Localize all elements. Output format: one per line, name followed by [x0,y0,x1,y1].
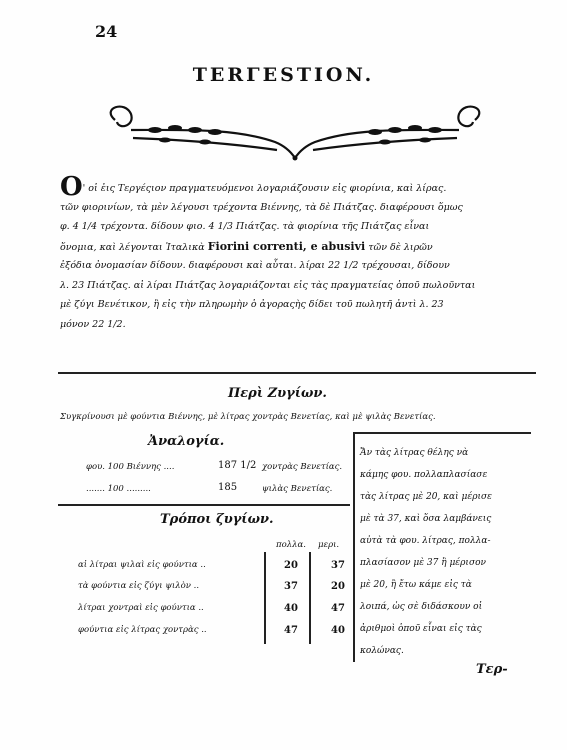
col-header-merismos: μερι. [318,540,340,550]
analogia-row-right: ψιλὰς Βενετίας. [262,484,333,494]
section-rule [58,372,536,374]
intro-paragraph [60,172,540,334]
page-title: TERΓESTION. [192,64,375,86]
ornament-icon [95,100,495,162]
table-rule [58,504,350,506]
box-border [353,432,531,434]
analogia-row-left: ....... 100 ......... [86,484,151,494]
table-row: λίτραι χοντραὶ εἰς φούντια .. 40 47 [78,603,345,614]
paragraph-line: τῶν φιορινίων, τὰ μὲν λέγουσι τρέχοντα Βιέννης, τὰ δὲ Πιάτζας. διαφέρουσι ὅμως [60,201,463,213]
paragraph-line: O' οἱ ἐις Τεργέςιον πραγματευόμενοι λογαριάζουσιν εἰς φιορίνια, καὶ λίρας. [60,172,447,202]
paragraph-line: λ. 23 Πιάτζας. αἱ λίραι Πιάτζας λογαριάζονται εἰς τὰς πραγματείας ὁποῦ πωλοῦνται [60,279,476,291]
paragraph-line: μὲ ζύγι Βενέτικον, ἢ εἰς τὴν πληρωμὴν ὁ ἀγοραςὴς δίδει τοῦ πωλητῆ ἀντὶ λ. 23 [60,299,444,310]
weights-heading: Περὶ Ζυγίων. [228,386,327,401]
col-header-pollaplasiasmos: πολλα. [276,540,306,550]
page-number: 24 [95,22,118,41]
weights-subline: Συγκρίνουσι μὲ φούντια Βιέννης, μὲ λίτρας χοντρὰς Βενετίας, καὶ μὲ ψιλὰς Βενετίας. [60,412,436,422]
paragraph-line: ὅνομια, καὶ λέγονται Ἰταλικὰ Fiorini correnti, e abusivi τῶν δὲ λιρῶν [60,239,433,253]
paragraph-line: ἐξόδια ὀνομασίαν δίδουν. διαφέρουσι καὶ αὗται. λίραι 22 1/2 τρέχουσαι, δίδουν [60,260,450,271]
box-border [353,432,355,662]
table-row: τὰ φούντια εἰς ζύγι ψιλὸν .. 37 20 [78,581,345,592]
table-row: φούντια εἰς λίτρας χοντρὰς .. 47 40 [78,625,345,636]
analogia-heading: Ἀναλογία. [148,434,225,449]
paragraph-line: φ. 4 1/4 τρέχοντα. δίδουν φιο. 4 1/3 Πιάτζας. τὰ φιορίνια τῆς Πιάτζας εἶναι [60,221,430,232]
instruction-box: Ἄν τὰς λίτρας θέλης νὰ κάμης φου. πολλαπλασίασε τὰς λίτρας μὲ 20, καὶ μέρισε μὲ τὰ 37, καὶ ὅσα λαμβάνεις αὐτὰ τὰ φου. λίτρας, πολλα- πλασίασον μὲ 37 ἢ μέρισον μὲ 20, ἢ ἔτω κάμε εἰς τὰ λοιπά, ὡς σὲ διδάσκουν οἱ ἀριθμοὶ ὁποῦ εἶναι εἰς τὰς κολώνας. [360,448,492,656]
catchword: Τερ- [476,662,508,677]
tropoi-heading: Τρόποι ζυγίων. [160,512,274,527]
analogia-row-mid: 185 [218,482,238,493]
analogia-row-right: χοντρὰς Βενετίας. [262,462,343,472]
paragraph-line: μόνον 22 1/2. [60,318,126,330]
roman-phrase: Fiorini correnti, e abusivi [207,239,366,253]
drop-cap: O [60,172,83,202]
analogia-row-mid: 187 1/2 [218,460,257,471]
table-row: αἱ λίτραι ψιλαὶ εἰς φούντια .. 20 37 [78,560,345,571]
analogia-row-left: φου. 100 Βιέννης .... [86,462,175,472]
